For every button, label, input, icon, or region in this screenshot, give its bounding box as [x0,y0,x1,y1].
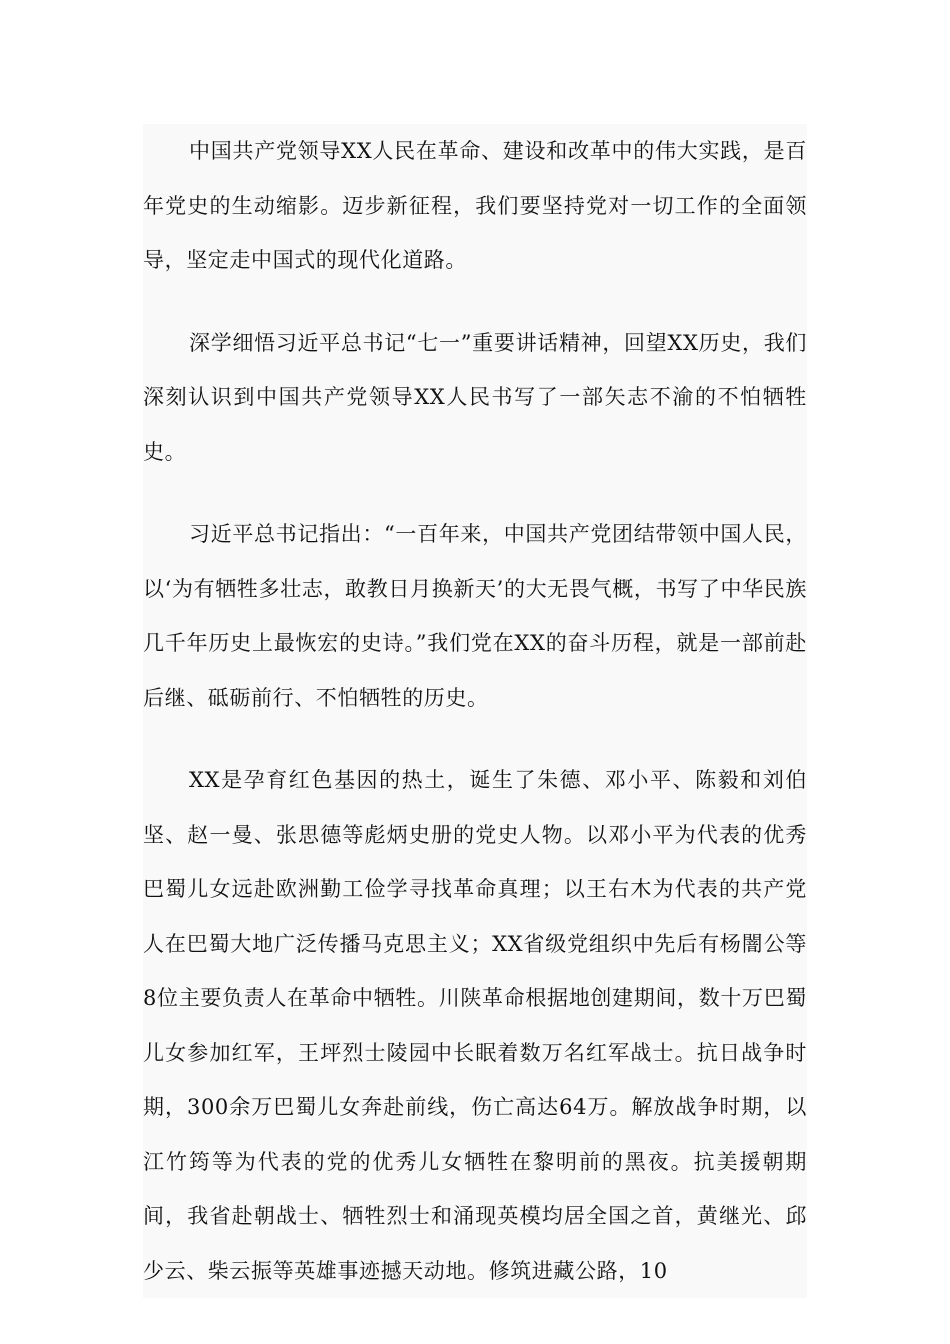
paragraph-2: 深学细悟习近平总书记“七一”重要讲话精神，回望XX历史，我们深刻认识到中国共产党领导XX人民书写了一部矢志不渝的不怕牺牲史。 [143,330,807,464]
paragraph-1: 中国共产党领导XX人民在革命、建设和改革中的伟大实践，是百年党史的生动缩影。迈步新征程，我们要坚持党对一切工作的全面领导，坚定走中国式的现代化道路。 [143,139,807,272]
document-body [143,124,807,1298]
paragraph-3: 习近平总书记指出：“一百年来，中国共产党团结带领中国人民，以‘为有牺牲多壮志，敢教日月换新天’的大无畏气概，书写了中华民族几千年历史上最恢宏的史诗。”我们党在XX的奋斗历程，就是一部前赴后继、砥砺前行、不怕牺牲的历史。 [143,522,807,710]
paragraph-4: XX是孕育红色基因的热土，诞生了朱德、邓小平、陈毅和刘伯坚、赵一曼、张思德等彪炳史册的党史人物。以邓小平为代表的优秀巴蜀儿女远赴欧洲勤工俭学寻找革命真理；以王右木为代表的共产党人在巴蜀大地广泛传播马克思主义；XX省级党组织中先后有杨闇公等8位主要负责人在革命中牺牲。川陕革命根据地创建期间，数十万巴蜀儿女参加红军，王坪烈士陵园中长眠着数万名红军战士。抗日战争时期，300余万巴蜀儿女奔赴前线，伤亡高达64万。解放战争时期，以江竹筠等为代表的党的优秀儿女牺牲在黎明前的黑夜。抗美援朝期间，我省赴朝战士、牺牲烈士和涌现英模均居全国之首，黄继光、邱少云、柴云振等英雄事迹撼天动地。修筑进藏公路，10 [143,768,807,1283]
